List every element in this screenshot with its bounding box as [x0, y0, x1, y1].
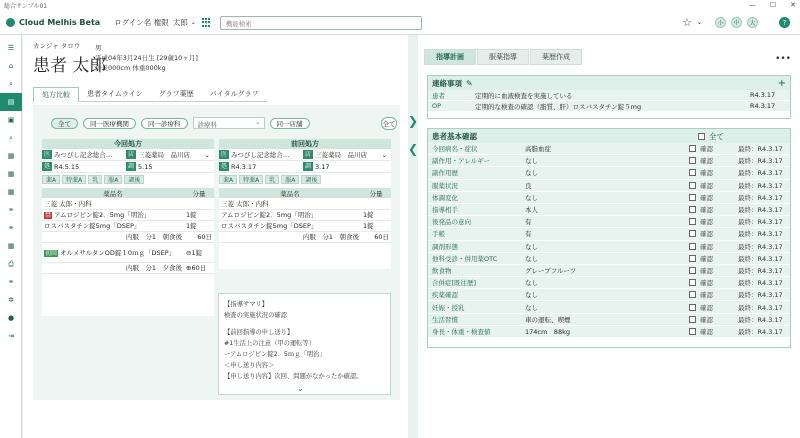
- more-icon[interactable]: •••: [775, 54, 791, 64]
- col-qty: 分量: [184, 188, 214, 198]
- check-value: なし: [525, 157, 538, 166]
- check-value: なし: [525, 169, 538, 178]
- check-value: なし: [525, 303, 538, 312]
- chip: 乳: [88, 175, 102, 184]
- current-rx-panel: [42, 139, 214, 316]
- minimize-icon[interactable]: —: [748, 1, 756, 9]
- clinic-name: みつびし記念総合…: [54, 151, 113, 159]
- contact-value: 定期的な検査の確認（脂質、肝）ロスバスタチン錠５mg: [475, 102, 642, 111]
- check-value: 高脂血症: [525, 145, 551, 154]
- favorite-star-icon[interactable]: ☆: [682, 16, 692, 29]
- check-value: なし: [525, 242, 538, 251]
- patient-name: 患者 太郎: [33, 56, 107, 76]
- dept-row: 三菱 太郎・内科: [219, 198, 391, 209]
- drug-name: アムロジピン錠2．5mg「明治」: [54, 211, 151, 219]
- tab-guidance-plan[interactable]: 指導計画: [424, 49, 476, 65]
- confirm-label: 確認: [700, 157, 713, 166]
- last-date: 最終：R4.3.17: [738, 254, 783, 263]
- store-tag: 店: [305, 151, 312, 158]
- chip: 服A: [104, 175, 122, 184]
- last-date: 最終：R4.3.17: [738, 327, 783, 336]
- window-titlebar: [0, 0, 800, 11]
- contact-panel: [427, 75, 791, 119]
- basic-rows: [428, 143, 790, 338]
- drug-name: オルメサルタンOD錠１0ｍｇ「DSEP」: [60, 248, 176, 257]
- confirm-checkbox[interactable]: [689, 218, 696, 225]
- table-row[interactable]: [42, 220, 214, 231]
- check-key: 身長・体重・検査値: [432, 327, 491, 336]
- check-all-label: 全て: [709, 131, 724, 141]
- file-icon[interactable]: ▦: [7, 188, 15, 196]
- dept-select[interactable]: 診療科 ⌄: [193, 117, 265, 129]
- basic-title: 患者基本確認: [432, 131, 477, 141]
- check-key: 妊娠・授乳: [432, 303, 465, 312]
- usage: 内服 分1 朝食後: [219, 231, 361, 242]
- chevron-down-icon[interactable]: ⌄: [696, 19, 702, 26]
- contact-date: R4.3.17: [750, 91, 776, 99]
- table-row[interactable]: [219, 209, 391, 220]
- confirm-checkbox[interactable]: [689, 182, 696, 189]
- confirm-checkbox[interactable]: [689, 194, 696, 201]
- list-item[interactable]: [428, 167, 790, 179]
- contact-key: OP: [432, 102, 442, 110]
- confirm-checkbox[interactable]: [689, 206, 696, 213]
- check-key: 他科受診・併用薬OTC: [432, 254, 498, 263]
- confirm-label: 確認: [700, 145, 713, 154]
- contact-title: 連絡事項: [432, 78, 462, 88]
- print-icon[interactable]: ⎙: [8, 259, 14, 268]
- last-date: 最終：R4.3.17: [738, 291, 783, 300]
- chip: 服A: [281, 175, 299, 184]
- check-key: 疾薬確認: [432, 291, 458, 300]
- chevron-down-icon[interactable]: ⌄: [381, 150, 387, 159]
- check-key: 指導相手: [432, 206, 458, 215]
- summary-line: ーアムロジピン錠2．5ｍｇ「明治」: [224, 351, 326, 358]
- list-item[interactable]: [428, 277, 790, 289]
- search-input[interactable]: 機能検索: [220, 16, 422, 30]
- confirm-checkbox[interactable]: [689, 267, 696, 274]
- last-date: 最終：R4.3.17: [738, 266, 783, 275]
- chip: 調後: [301, 175, 321, 184]
- maximize-icon[interactable]: ☐: [769, 1, 777, 9]
- home-icon[interactable]: ⌂: [8, 62, 14, 70]
- chip: 乳: [265, 175, 279, 184]
- file-icon[interactable]: ▦: [7, 242, 15, 250]
- current-rx-title: 今回処方: [42, 139, 214, 149]
- plus-circle-icon[interactable]: ⊕: [186, 264, 192, 272]
- list-item[interactable]: [428, 265, 790, 277]
- clipboard-icon[interactable]: ▤: [0, 93, 22, 111]
- store-name: 三菱薬局 品川店: [315, 151, 368, 159]
- clinic-tag: 医: [221, 151, 228, 158]
- summary-line: #1生活上の注意（甲の運転等）: [224, 340, 316, 347]
- patient-info: [95, 43, 198, 73]
- dispense-date: 5.15: [138, 162, 153, 171]
- tab-history-create[interactable]: 薬歴作成: [530, 49, 582, 65]
- last-date: 最終：R4.3.17: [738, 193, 783, 202]
- current-drug-table: [42, 188, 214, 274]
- check-value: 良: [525, 181, 532, 190]
- file-icon[interactable]: ▦: [7, 152, 15, 160]
- check-value: なし: [525, 279, 538, 288]
- summary-line: ＜申し送り内容＞: [224, 362, 275, 369]
- drug-qty: 1錠: [361, 209, 391, 220]
- left-tabs: [33, 87, 267, 102]
- document-icon[interactable]: ▣: [7, 116, 15, 124]
- check-value: 有: [525, 230, 532, 239]
- confirm-label: 確認: [700, 291, 713, 300]
- check-all-checkbox[interactable]: [698, 133, 705, 140]
- patient-kana: カンジャ タロウ: [33, 42, 81, 50]
- confirm-checkbox[interactable]: [689, 243, 696, 250]
- font-size-medium-button[interactable]: 中: [731, 17, 742, 28]
- confirm-label: 確認: [700, 242, 713, 251]
- last-date: 最終：R4.3.17: [738, 181, 783, 190]
- check-key: 調剤形態: [432, 242, 458, 251]
- all-button[interactable]: 全て: [381, 117, 397, 130]
- check-value: グレープフルーツ: [525, 266, 577, 275]
- pencil-icon[interactable]: ✎: [466, 78, 473, 88]
- list-item[interactable]: [428, 192, 790, 204]
- contact-key: 患者: [432, 91, 445, 100]
- summary-line: 【申し送り内容】次回、問題がなかったか確認。: [224, 373, 363, 380]
- filter-same-store-button[interactable]: 同一店舗: [270, 118, 310, 129]
- summary-line: 【前回指導の申し送り】: [224, 329, 294, 336]
- confirm-label: 確認: [700, 218, 713, 227]
- previous-drug-table: [219, 188, 391, 243]
- check-value: なし: [525, 193, 538, 202]
- confirm-checkbox[interactable]: [689, 157, 696, 164]
- confirm-label: 確認: [700, 279, 713, 288]
- confirm-checkbox[interactable]: [689, 169, 696, 176]
- confirm-label: 確認: [700, 193, 713, 202]
- confirm-label: 確認: [700, 266, 713, 275]
- settings-icon[interactable]: ✲: [8, 296, 14, 304]
- tab-medication-guidance[interactable]: 服薬指導: [477, 49, 529, 65]
- guidance-summary: [218, 293, 391, 395]
- last-date: 最終：R4.3.17: [738, 303, 783, 312]
- chip: 特薬A: [62, 175, 86, 184]
- confirm-checkbox[interactable]: [689, 328, 696, 335]
- chip: 薬A: [42, 175, 60, 184]
- app-header: [0, 11, 800, 35]
- filter-bar: [51, 117, 310, 129]
- login-label: ログイン名 権限: [114, 18, 169, 27]
- previous-rx-title: 前回処方: [219, 139, 391, 149]
- tab-timeline[interactable]: 患者タイムライン: [79, 87, 151, 102]
- list-item[interactable]: [428, 216, 790, 228]
- check-value: 本人: [525, 206, 538, 215]
- basic-check-panel: [427, 128, 791, 348]
- days: 60日: [184, 231, 214, 242]
- patient-sex: 男: [95, 44, 102, 52]
- check-key: 体調変化: [432, 193, 458, 202]
- patient-body: 身長000cm 体重000kg: [95, 64, 166, 72]
- list-item[interactable]: [428, 155, 790, 167]
- confirm-label: 確認: [700, 327, 713, 336]
- window-title: 総合サンプル01: [4, 3, 48, 10]
- confirm-label: 確認: [700, 254, 713, 263]
- last-date: 最終：R4.3.17: [738, 206, 783, 215]
- tab-rx-compare[interactable]: 処方比較: [33, 87, 79, 102]
- check-key: 服薬状況: [432, 181, 458, 190]
- list-item[interactable]: [428, 101, 790, 112]
- link-icon[interactable]: ⚭: [8, 224, 14, 232]
- filter-all-button[interactable]: 全て: [51, 118, 78, 129]
- list-item[interactable]: [428, 180, 790, 192]
- check-key: 飲食物: [432, 266, 452, 275]
- check-key: 手帳: [432, 230, 445, 239]
- logo-icon: [6, 18, 15, 27]
- tab-vital-graph[interactable]: バイタルグラフ: [202, 87, 267, 102]
- right-tabs: [424, 49, 582, 65]
- check-value: 有: [525, 218, 532, 227]
- list-item[interactable]: [428, 314, 790, 326]
- logout-icon[interactable]: ⇥: [8, 332, 14, 340]
- summary-line: 検査の実施状況の確認: [224, 312, 287, 319]
- list-item[interactable]: [428, 301, 790, 313]
- confirm-checkbox[interactable]: [689, 255, 696, 262]
- col-drug: 薬品名: [42, 188, 184, 198]
- list-item[interactable]: [428, 289, 790, 301]
- check-value: なし: [525, 291, 538, 300]
- clinic-name: みつびし記念総合…: [231, 151, 290, 159]
- check-key: 今回病名・症状: [432, 145, 478, 154]
- tab-graph-history[interactable]: グラフ薬歴: [151, 87, 202, 102]
- filter-same-dept-button[interactable]: 同一診療科: [141, 118, 188, 129]
- table-row[interactable]: [42, 209, 214, 220]
- clinic-tag: 医: [44, 151, 51, 158]
- last-date: 最終：R4.3.17: [738, 279, 783, 288]
- first-time-tag: 初回: [45, 249, 58, 257]
- help-button[interactable]: ?: [779, 17, 790, 28]
- link-icon[interactable]: ⚭: [8, 278, 14, 286]
- check-key: 生活習慣: [432, 315, 458, 324]
- table-row[interactable]: [42, 242, 214, 262]
- days: 60日: [361, 231, 391, 242]
- user-name[interactable]: 太郎: [172, 18, 188, 27]
- list-item[interactable]: [428, 204, 790, 216]
- date-tag: 処: [44, 163, 51, 170]
- last-date: 最終：R4.3.17: [738, 169, 783, 178]
- file-icon[interactable]: ▦: [7, 170, 15, 178]
- last-date: 最終：R4.3.17: [738, 145, 783, 154]
- rx-date: R4.5.15: [54, 162, 80, 171]
- days: 60日: [191, 264, 207, 272]
- drug-name: ロスバスタチン錠5mg「DSEP」: [219, 220, 361, 231]
- list-item[interactable]: [428, 228, 790, 240]
- confirm-label: 確認: [700, 315, 713, 324]
- list-item[interactable]: [428, 241, 790, 253]
- user-icon[interactable]: ●: [7, 314, 15, 322]
- drug-qty: 1錠: [184, 220, 214, 231]
- right-pane: [418, 35, 800, 438]
- menu-icon[interactable]: ☰: [7, 44, 15, 52]
- chevron-down-icon[interactable]: ⌄: [190, 19, 196, 26]
- table-row[interactable]: [219, 220, 391, 231]
- dept-row: 三菱 太郎・内科: [42, 198, 214, 209]
- add-icon[interactable]: +: [777, 77, 786, 89]
- confirm-checkbox[interactable]: [689, 145, 696, 152]
- list-item[interactable]: [428, 326, 790, 338]
- contact-date: R4.3.17: [750, 102, 776, 110]
- confirm-checkbox[interactable]: [689, 316, 696, 323]
- check-value: なし: [525, 254, 538, 263]
- usage: 内服 分1 夕食後: [42, 262, 184, 273]
- find-icon[interactable]: ⌕: [9, 133, 13, 142]
- previous-rx-panel: [219, 139, 391, 269]
- collapse-left-icon[interactable]: ❮: [408, 142, 419, 156]
- drug-qty: 1錠: [361, 220, 391, 231]
- expand-right-icon[interactable]: ❯: [408, 114, 419, 128]
- check-key: 後発品の意向: [432, 218, 471, 227]
- confirm-label: 確認: [700, 206, 713, 215]
- list-item[interactable]: [428, 143, 790, 155]
- link-icon[interactable]: ⚭: [8, 206, 14, 214]
- last-date: 最終：R4.3.17: [738, 230, 783, 239]
- chevron-down-icon[interactable]: ⌄: [297, 384, 304, 393]
- contact-value: 定期的に血液検査を実施している: [475, 91, 573, 100]
- rx-date: R4.3.17: [231, 162, 257, 171]
- confirm-checkbox[interactable]: [689, 304, 696, 311]
- drug-name: アムロジピン錠2．5mg「明治」: [219, 209, 361, 220]
- last-date: 最終：R4.3.17: [738, 315, 783, 324]
- drug-name: ロスバスタチン錠5mg「DSEP」: [42, 220, 184, 231]
- dispense-tag: 調: [128, 163, 135, 170]
- dispense-date: 3.17: [315, 162, 330, 171]
- chevron-down-icon[interactable]: ⌄: [204, 150, 210, 159]
- summary-line: 【指導サマリ】: [224, 301, 269, 308]
- prohibited-tag: 禁: [45, 212, 52, 219]
- close-icon[interactable]: ✕: [790, 1, 796, 9]
- list-item[interactable]: [428, 253, 790, 265]
- usage: 内服 分1 朝食後: [42, 231, 184, 242]
- drug-qty: 1錠: [184, 209, 214, 220]
- confirm-label: 確認: [700, 303, 713, 312]
- confirm-label: 確認: [700, 230, 713, 239]
- drug-qty: 1錠: [191, 248, 203, 257]
- check-value: 174cm 88kg: [525, 327, 570, 336]
- chip: 特薬A: [239, 175, 263, 184]
- col-drug: 薬品名: [219, 188, 361, 198]
- confirm-label: 確認: [700, 181, 713, 190]
- filter-same-clinic-button[interactable]: 同一医療機関: [83, 118, 136, 129]
- confirm-checkbox[interactable]: [689, 279, 696, 286]
- store-name: 三菱薬局 品川店: [138, 151, 191, 159]
- font-size-small-button[interactable]: 小: [715, 17, 726, 28]
- check-value: 車の運転、喫煙: [525, 315, 571, 324]
- date-tag: 処: [221, 163, 228, 170]
- store-tag: 店: [128, 151, 135, 158]
- check-key: 副作用・アレルギー: [432, 157, 491, 166]
- col-qty: 分量: [361, 188, 391, 198]
- search-icon[interactable]: ⌕: [9, 79, 13, 88]
- patient-birth: 平成04年3月24日生 [29歳10ヶ月]: [95, 54, 198, 62]
- apps-grid-icon[interactable]: [202, 18, 212, 28]
- check-key: 合併症[既往歴]: [432, 279, 477, 288]
- confirm-label: 確認: [700, 169, 713, 178]
- check-key: 副作用歴: [432, 169, 458, 178]
- chip: 調後: [124, 175, 144, 184]
- confirm-checkbox[interactable]: [689, 291, 696, 298]
- minus-circle-icon[interactable]: ⊖: [186, 248, 192, 257]
- last-date: 最終：R4.3.17: [738, 218, 783, 227]
- font-size-large-button[interactable]: 大: [747, 17, 758, 28]
- last-date: 最終：R4.3.17: [738, 242, 783, 251]
- last-date: 最終：R4.3.17: [738, 157, 783, 166]
- app-name: Cloud Melhis Beta: [19, 18, 101, 27]
- sidebar: [0, 35, 22, 438]
- list-item[interactable]: [428, 90, 790, 101]
- confirm-checkbox[interactable]: [689, 230, 696, 237]
- chip: 薬A: [219, 175, 237, 184]
- dispense-tag: 調: [305, 163, 312, 170]
